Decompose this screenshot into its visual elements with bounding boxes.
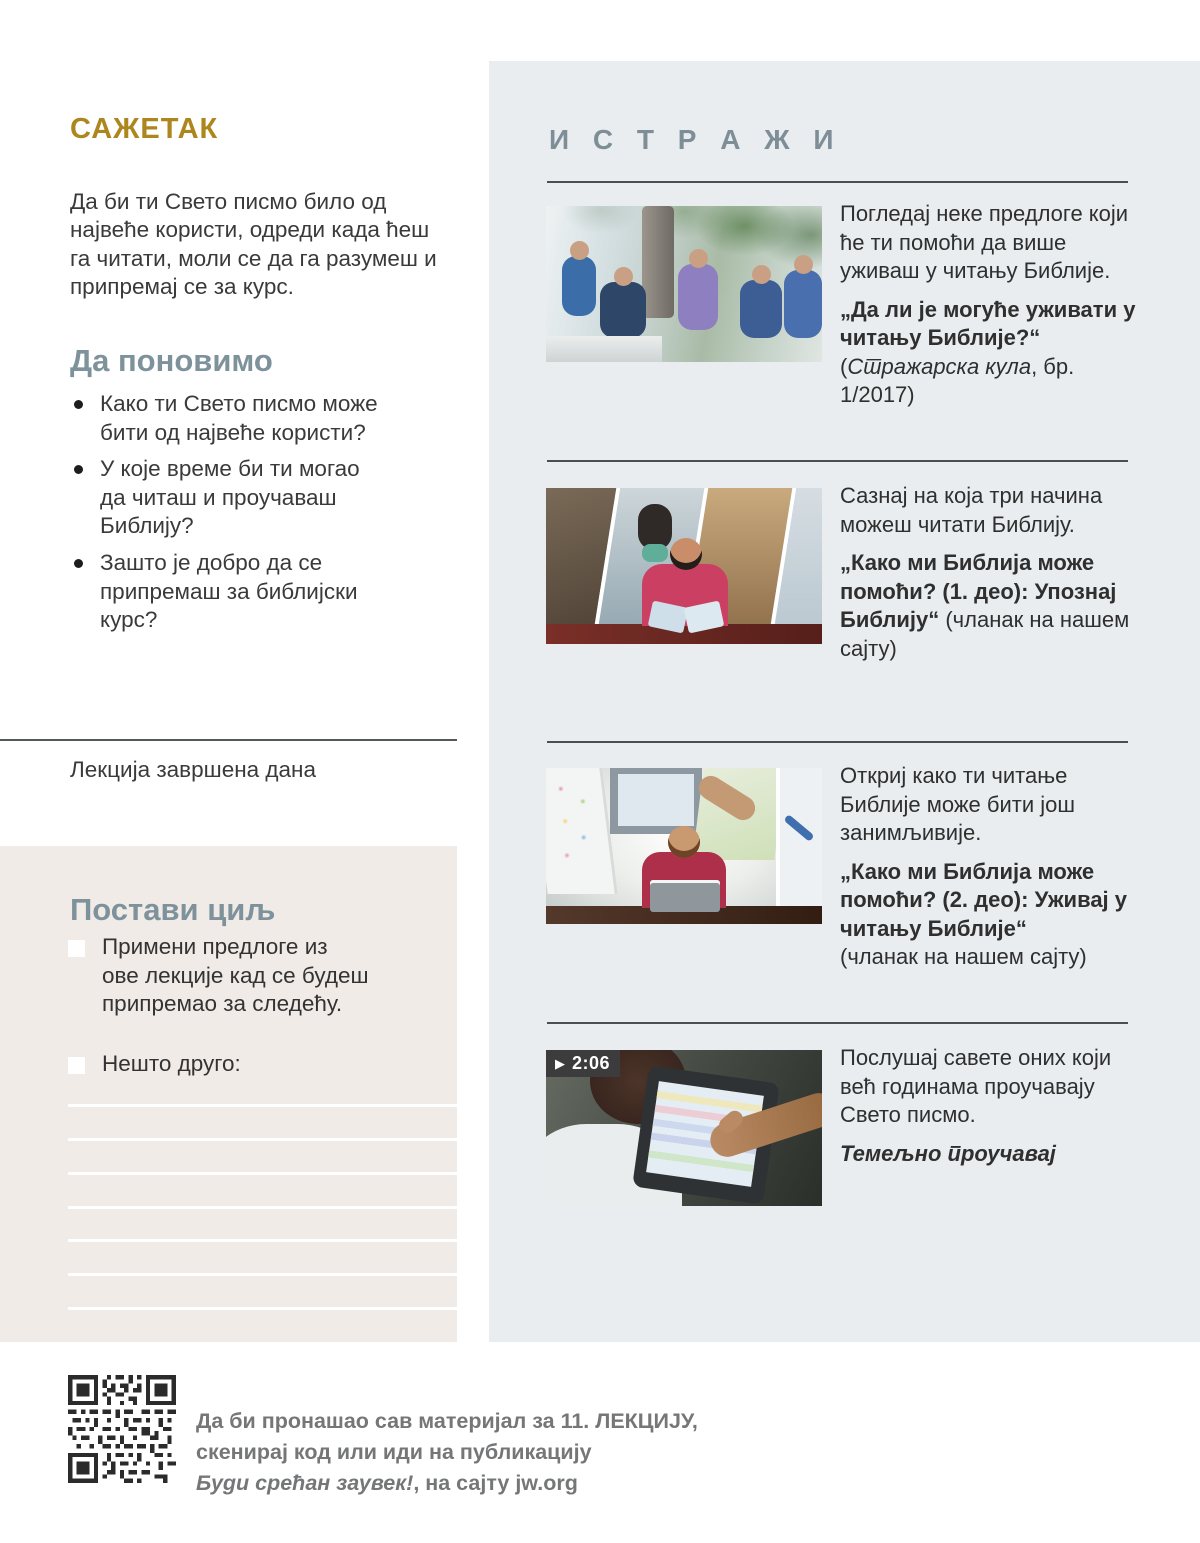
tablet-screen-art	[618, 774, 694, 826]
write-line	[68, 1104, 457, 1107]
publication-name: Буди срећан заувек!	[196, 1471, 414, 1495]
video-duration: 2:06	[572, 1053, 611, 1073]
magazine-name: Стражарска кула	[847, 353, 1032, 379]
table-art	[546, 336, 662, 362]
write-line	[68, 1307, 457, 1310]
explore-item-desc: Откриј како ти читање Библије може бити још занимљивије.	[840, 763, 1076, 845]
explore-item-desc: Сазнај на која три начина можеш читати Библију.	[840, 483, 1103, 537]
footer-line-1: Да би пронашао сав материјал за 11. ЛЕКЦИЈУ,	[196, 1409, 698, 1433]
sticky-notes-art	[552, 778, 596, 868]
tree-art	[642, 206, 674, 318]
qr-code	[68, 1375, 176, 1483]
review-bullet	[70, 455, 388, 541]
review-bullet	[70, 390, 388, 447]
binder-art	[650, 880, 720, 912]
person-art	[642, 544, 668, 562]
explore-item-desc: Послушај савете оних који већ годинама проучавају Свето писмо.	[840, 1045, 1112, 1127]
bullet-icon	[74, 465, 83, 474]
article-suffix: (чланак на нашем сајту)	[840, 944, 1087, 969]
person-art	[600, 282, 646, 338]
explore-item-3	[840, 762, 1140, 972]
explore-item-desc: Погледај неке предлоге који ће ти помоћи да више уживаш у читању Библије.	[840, 201, 1129, 283]
write-line	[68, 1138, 457, 1141]
review-bullet-text: Зашто је добро да се припремаш за библијски курс?	[100, 549, 358, 633]
bullet-icon	[74, 400, 83, 409]
summary-title: САЖЕТАК	[70, 113, 219, 146]
article-suffix: (чланак на нашем сајту)	[840, 607, 1130, 661]
left-divider	[0, 739, 457, 741]
goal-item-1-text: Примени предлоге из ове лекције кад се будеш припремао за следећу.	[102, 934, 369, 1017]
explore-item-1	[840, 200, 1140, 410]
sketch-art	[776, 768, 822, 908]
goal-title: Постави циљ	[70, 891, 276, 927]
person-art	[562, 256, 596, 316]
article-link[interactable]: „Како ми Библија може помоћи? (1. део): Упознај Библију“	[840, 550, 1117, 632]
video-thumbnail[interactable]	[546, 1050, 822, 1206]
video-title-link[interactable]: Темељно проучавај	[840, 1140, 1056, 1166]
person-art	[740, 280, 782, 338]
article-source: (Стражарска кула, бр. 1/2017)	[840, 353, 1075, 407]
explore-divider	[547, 460, 1128, 462]
footer-note	[196, 1406, 756, 1499]
explore-divider	[547, 741, 1128, 743]
explore-item-2-thumbnail[interactable]	[546, 488, 822, 644]
review-bullet-text: У које време би ти могао да читаш и проучаваш Библију?	[100, 456, 360, 539]
goal-checkbox-1[interactable]	[68, 940, 85, 957]
write-line	[68, 1239, 457, 1242]
woman-head-art	[668, 826, 700, 858]
explore-title: И С Т Р А Ж И	[549, 124, 842, 156]
review-list	[70, 390, 388, 643]
write-line	[68, 1172, 457, 1175]
boy-head-art	[670, 538, 702, 570]
goal-checkbox-2[interactable]	[68, 1057, 85, 1074]
footer-line-3: Буди срећан заувек!, на сајту jw.org	[196, 1471, 578, 1495]
review-bullet	[70, 549, 388, 635]
explore-item-2	[840, 482, 1140, 663]
video-duration-badge	[546, 1050, 620, 1077]
play-icon: ▶	[555, 1056, 565, 1071]
review-title: Да поновимо	[70, 342, 273, 378]
write-line	[68, 1206, 457, 1209]
lesson-completed-label: Лекција завршена дана	[70, 757, 316, 782]
article-link[interactable]: „Како ми Библија може помоћи? (2. део): Уживај у читању Библије“	[840, 858, 1128, 941]
explore-item-3-thumbnail[interactable]	[546, 768, 822, 924]
goal-item-2-text: Нешто друго:	[102, 1051, 241, 1076]
summary-body: Да би ти Свето писмо било од највеће користи, одреди када ћеш га читати, моли се да га разумеш и припремај се за курс.	[70, 188, 437, 300]
bullet-icon	[74, 559, 83, 568]
review-bullet-text: Како ти Свето писмо може бити од највеће користи?	[100, 391, 378, 445]
explore-divider	[547, 181, 1128, 183]
write-line	[68, 1273, 457, 1276]
article-link[interactable]: „Да ли је могуће уживати у читању Библије?“	[840, 296, 1136, 350]
explore-divider	[547, 1022, 1128, 1024]
person-art	[678, 264, 718, 330]
person-art	[784, 270, 822, 338]
explore-item-1-thumbnail[interactable]	[546, 206, 822, 362]
explore-item-4	[840, 1044, 1140, 1168]
footer-line-2: скенирај код или иди на публикацију	[196, 1440, 592, 1464]
